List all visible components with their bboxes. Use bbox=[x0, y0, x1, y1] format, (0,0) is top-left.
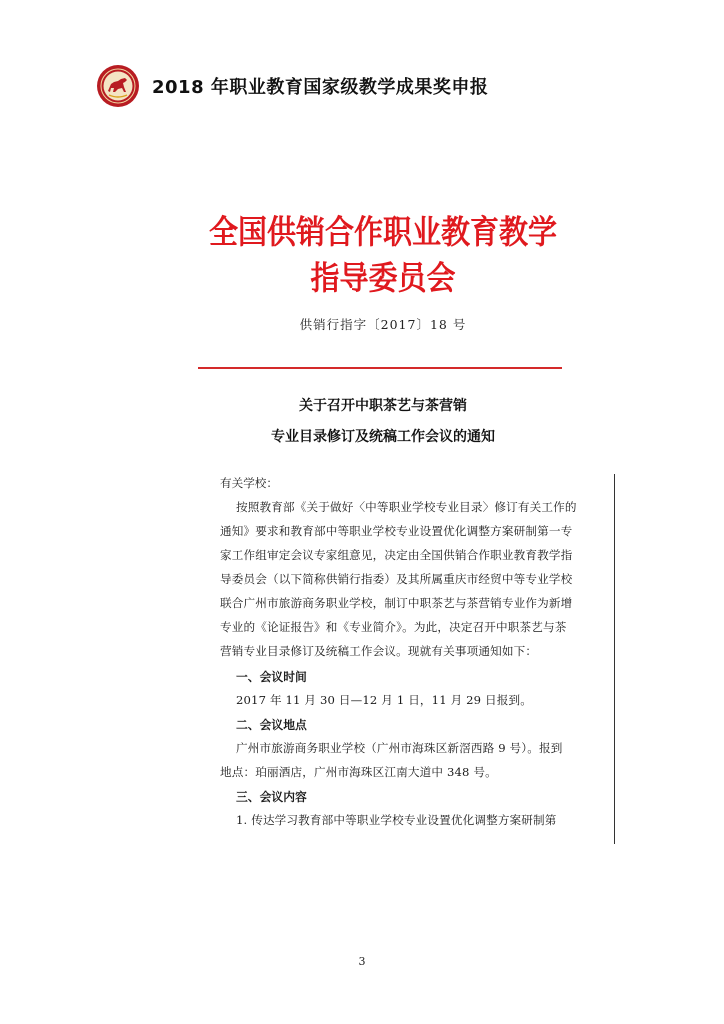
meeting-location-text: 广州市旅游商务职业学校（广州市海珠区新滘西路 9 号）。报到 bbox=[236, 741, 563, 755]
paragraph-line: 联合广州市旅游商务职业学校，制订中职茶艺与茶营销专业作为新增 bbox=[220, 596, 573, 610]
page-header bbox=[96, 62, 488, 110]
section-heading-content: 三、会议内容 bbox=[236, 790, 307, 804]
school-emblem-icon bbox=[96, 64, 140, 108]
paragraph-line: 按照教育部《关于做好〈中等职业学校专业目录〉修订有关工作的 bbox=[236, 500, 577, 514]
notice-title-line-1: 关于召开中职茶艺与茶营销 bbox=[299, 398, 467, 414]
section-heading-time: 一、会议时间 bbox=[236, 670, 307, 684]
paragraph-line: 通知》要求和教育部中等职业学校专业设置优化调整方案研制第一专 bbox=[220, 524, 573, 538]
issuing-organization-title: 全国供销合作职业教育教学指导委员会 bbox=[208, 212, 557, 297]
document-number: 供销行指字〔2017〕18 号 bbox=[299, 317, 467, 332]
notice-title-line-2: 专业目录修订及统稿工作会议的通知 bbox=[271, 429, 495, 445]
paragraph-line: 专业的《论证报告》和《专业简介》。为此，决定召开中职茶艺与茶 bbox=[220, 620, 567, 634]
meeting-location-text: 地点：珀丽酒店，广州市海珠区江南大道中 348 号。 bbox=[220, 765, 497, 779]
meeting-content-text: 1. 传达学习教育部中等职业学校专业设置优化调整方案研制第 bbox=[236, 813, 557, 827]
page-number: 3 bbox=[358, 955, 366, 968]
section-heading-location: 二、会议地点 bbox=[236, 718, 307, 732]
paragraph-line: 家工作组审定会议专家组意见，决定由全国供销合作职业教育教学指 bbox=[220, 548, 573, 562]
meeting-time-text: 2017 年 11 月 30 日—12 月 1 日，11 月 29 日报到。 bbox=[236, 693, 533, 707]
red-divider-line bbox=[198, 367, 562, 369]
salutation: 有关学校： bbox=[220, 476, 278, 490]
paragraph-line: 营销专业目录修订及统稿工作会议。现就有关事项通知如下： bbox=[220, 644, 538, 658]
paragraph-line: 导委员会（以下简称供销行指委）及其所属重庆市经贸中等专业学校 bbox=[220, 572, 573, 586]
header-title: 2018 年职业教育国家级教学成果奖申报 bbox=[152, 77, 489, 98]
scan-edge-divider bbox=[614, 474, 615, 844]
